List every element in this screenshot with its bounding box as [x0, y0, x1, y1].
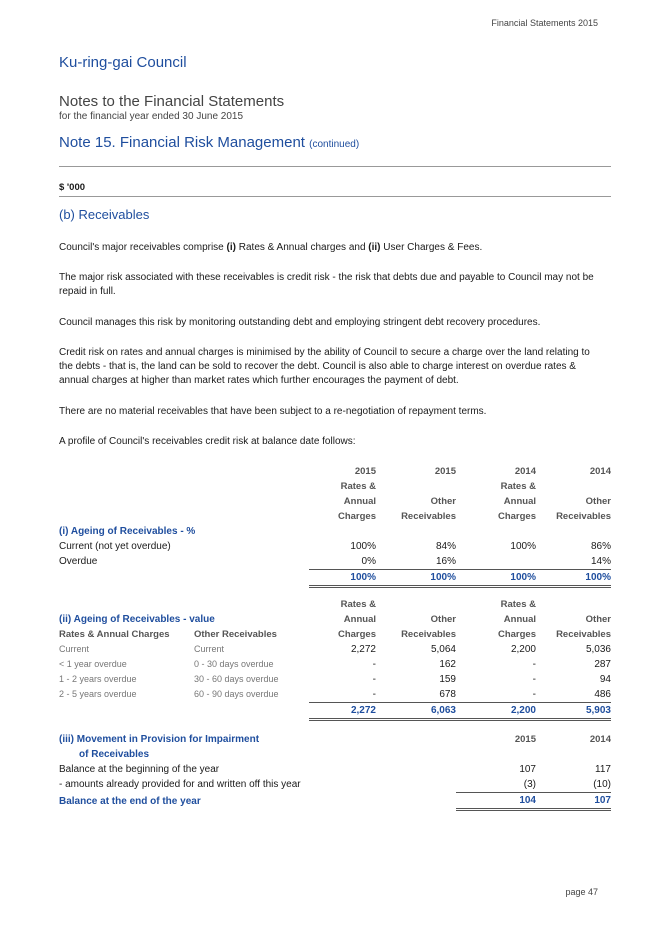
total-cell: 100% — [456, 570, 536, 587]
total-cell: 2,272 — [309, 703, 376, 720]
col-header — [376, 479, 456, 494]
cell: 287 — [594, 659, 611, 670]
table-row — [59, 687, 611, 703]
para-text: Rates & Annual charges and — [235, 242, 369, 253]
row-label: - amounts already provided for and written off this year — [59, 779, 301, 791]
col-header — [536, 597, 611, 612]
col-header: Other — [585, 614, 611, 625]
table-row — [59, 777, 611, 793]
paragraph-6: A profile of Council's receivables credit risk at balance date follows: — [59, 436, 356, 447]
col-header-other: Other Receivables — [194, 629, 277, 640]
ageing-percent-table — [59, 464, 611, 588]
note-continued: (continued) — [309, 139, 360, 150]
col-header: Rates & — [500, 481, 536, 492]
col-header: Receivables — [556, 629, 611, 640]
col-header: Rates & — [500, 599, 536, 610]
table-row — [59, 672, 611, 687]
cell: 486 — [536, 687, 611, 703]
row-label: Overdue — [59, 556, 98, 568]
col-header: Charges — [337, 629, 376, 640]
cell: 0% — [309, 554, 376, 570]
total-cell: 100% — [309, 570, 376, 587]
paragraph-3: Council manages this risk by monitoring outstanding debt and employing stringent debt recovery procedures. — [59, 317, 541, 328]
table-row — [59, 642, 611, 657]
paragraph-1 — [59, 241, 619, 255]
total-label: Balance at the end of the year — [59, 795, 201, 807]
col-header: Charges — [337, 511, 376, 522]
para-bold: (ii) — [368, 242, 381, 253]
cell: 5,064 — [430, 644, 456, 655]
ageing-value-table — [59, 597, 611, 721]
col-header: Charges — [497, 511, 536, 522]
row-label: < 1 year overdue — [59, 659, 127, 669]
col-header: Other — [430, 496, 456, 507]
provision-movement-table — [59, 732, 611, 811]
col-year: 2014 — [589, 734, 611, 745]
cell: 107 — [519, 764, 536, 775]
page-number: page 47 — [565, 887, 598, 897]
row-label: 0 - 30 days overdue — [194, 659, 274, 669]
divider — [59, 196, 611, 197]
col-year: 2014 — [514, 466, 536, 477]
total-cell: 5,903 — [536, 703, 611, 720]
col-year: 2015 — [514, 734, 536, 745]
row-label: Current (not yet overdue) — [59, 541, 171, 552]
cell: - — [456, 687, 536, 703]
table-title-cont: of Receivables — [79, 749, 150, 760]
cell: 100% — [350, 541, 376, 552]
row-label: Current — [59, 644, 90, 654]
cell: 94 — [599, 674, 611, 685]
cell: - — [309, 687, 376, 703]
total-row — [59, 703, 611, 720]
table-row — [59, 657, 611, 672]
paragraph-4: Credit risk on rates and annual charges is minimised by the ability of Council to secure a charge over the land relating to the debts - that is, the land can be sold to recover the debt. Council is also able to charge interest on overdue rates & annual charges at higher than market rates which further encourages the payment of debt. — [59, 347, 590, 386]
currency-unit: $ '000 — [59, 182, 86, 193]
total-cell: 107 — [536, 793, 611, 810]
col-header: Rates & — [340, 481, 376, 492]
council-name: Ku-ring-gai Council — [59, 54, 187, 71]
total-cell: 100% — [376, 570, 456, 587]
cell: - — [532, 674, 536, 685]
table-title: (i) Ageing of Receivables - % — [59, 526, 196, 537]
total-row — [59, 570, 611, 587]
col-header: Charges — [497, 629, 536, 640]
notes-title: Notes to the Financial Statements — [59, 93, 285, 110]
col-header: Annual — [343, 496, 376, 507]
cell: 86% — [590, 541, 611, 552]
cell: 2,200 — [510, 644, 536, 655]
col-header: Other — [585, 496, 611, 507]
col-header: Annual — [503, 614, 536, 625]
cell: 100% — [510, 541, 536, 552]
row-label: 2 - 5 years overdue — [59, 689, 137, 700]
cell: 159 — [439, 674, 456, 685]
cell: 117 — [595, 764, 611, 775]
col-header-rates: Rates & Annual Charges — [59, 629, 170, 640]
cell: - — [532, 659, 536, 670]
cell: 5,036 — [585, 644, 611, 655]
total-cell: 2,200 — [456, 703, 536, 720]
col-year: 2015 — [434, 466, 456, 477]
table-row — [59, 554, 611, 570]
row-label: 1 - 2 years overdue — [59, 674, 137, 684]
col-header: Receivables — [401, 629, 456, 640]
para-text: User Charges & Fees. — [380, 242, 483, 253]
cell: 14% — [536, 554, 611, 570]
para-bold: (i) — [226, 242, 236, 253]
table-title: (iii) Movement in Provision for Impairment — [59, 734, 260, 745]
total-cell: 100% — [536, 570, 611, 587]
col-header: Rates & — [340, 599, 376, 610]
note-title-text: Note 15. Financial Risk Management — [59, 134, 305, 151]
cell: 678 — [376, 687, 456, 703]
row-label: 30 - 60 days overdue — [194, 674, 279, 684]
cell — [456, 554, 536, 570]
note-title — [59, 134, 359, 151]
total-cell: 6,063 — [376, 703, 456, 720]
para-text: Council's major receivables comprise — [59, 242, 227, 253]
col-header — [536, 479, 611, 494]
col-header: Receivables — [401, 511, 456, 522]
cell: 162 — [439, 659, 456, 670]
section-heading-receivables: (b) Receivables — [59, 207, 150, 222]
cell: 2,272 — [350, 644, 376, 655]
table-row — [59, 762, 611, 777]
total-cell: 104 — [456, 793, 536, 810]
document-header-label: Financial Statements 2015 — [491, 18, 598, 28]
col-header: Annual — [343, 614, 376, 625]
cell: 16% — [376, 554, 456, 570]
col-year: 2014 — [589, 466, 611, 477]
row-label: 60 - 90 days overdue — [194, 689, 279, 700]
col-year: 2015 — [354, 466, 376, 477]
col-header — [376, 597, 456, 612]
cell: - — [372, 674, 376, 685]
paragraph-2: The major risk associated with these receivables is credit risk - the risk that debts due and payable to Council may not be repaid in full. — [59, 272, 594, 297]
row-label: Current — [194, 644, 225, 654]
total-row — [59, 793, 611, 810]
table-title: (ii) Ageing of Receivables - value — [59, 614, 215, 625]
col-header: Other — [430, 614, 456, 625]
cell: 84% — [435, 541, 456, 552]
cell: (3) — [456, 777, 536, 793]
table-row — [59, 539, 611, 554]
notes-subtitle: for the financial year ended 30 June 2015 — [59, 111, 244, 122]
col-header: Receivables — [556, 511, 611, 522]
cell: (10) — [536, 777, 611, 793]
row-label: Balance at the beginning of the year — [59, 764, 220, 775]
col-header: Annual — [503, 496, 536, 507]
cell: - — [372, 659, 376, 670]
divider — [59, 166, 611, 167]
paragraph-5: There are no material receivables that have been subject to a re-negotiation of repayment terms. — [59, 406, 487, 417]
